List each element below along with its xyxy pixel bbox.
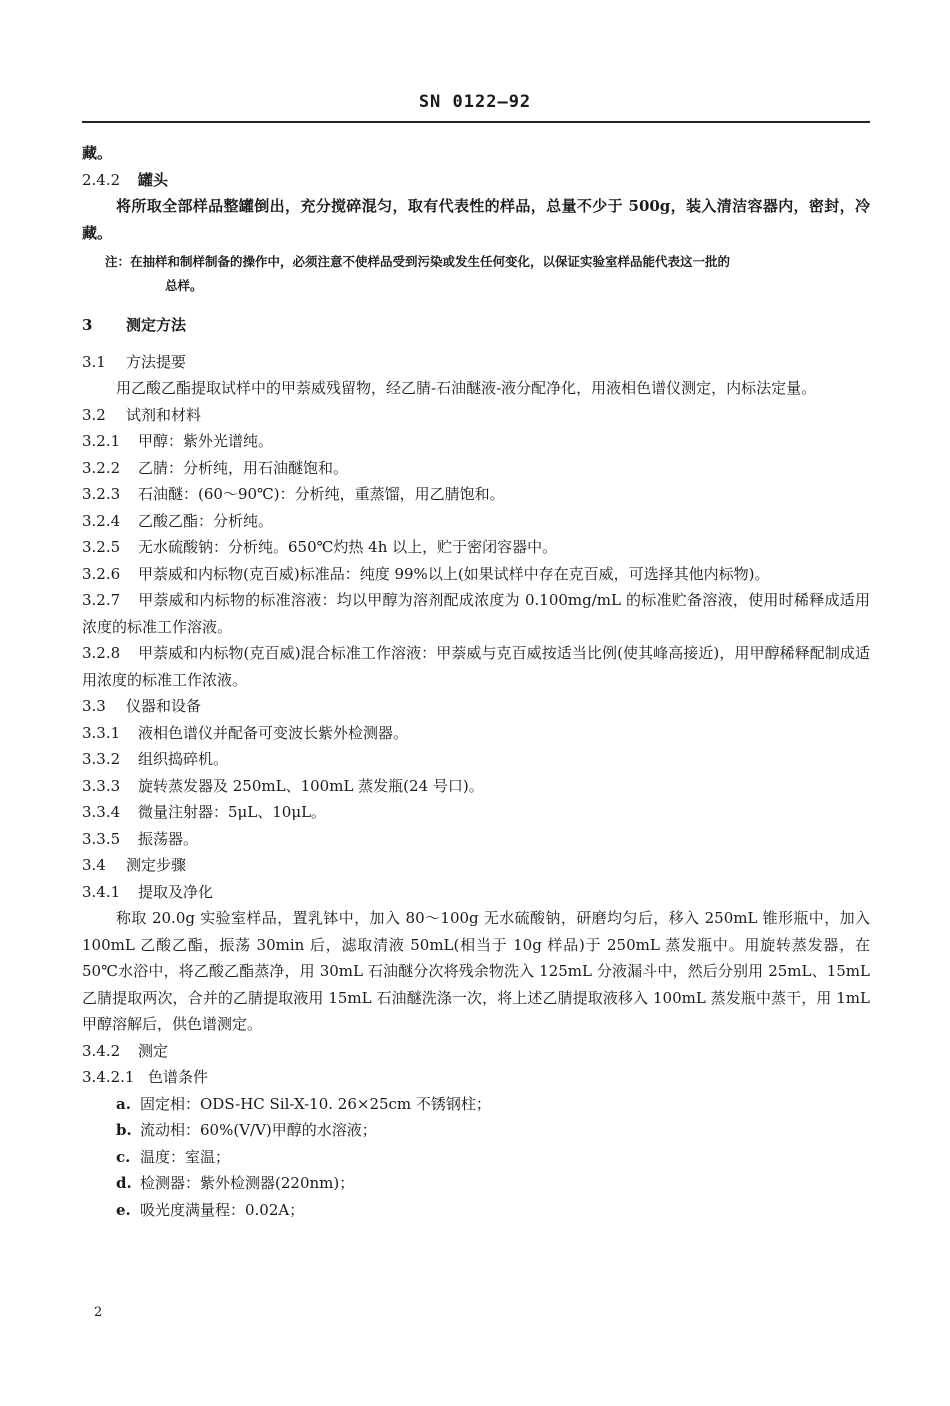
section-number: 3.3.2 xyxy=(82,750,121,768)
section-2-4-2-heading xyxy=(82,167,870,194)
condition-label: b. xyxy=(116,1121,132,1139)
section-3-3-4 xyxy=(82,799,870,826)
section-number: 3.2.4 xyxy=(82,511,121,530)
section-number: 3.3.3 xyxy=(82,776,121,795)
standard-code-header: SN 0122—92 xyxy=(418,92,532,112)
section-title: 测定步骤 xyxy=(126,856,187,874)
section-number: 3.2 xyxy=(82,405,106,424)
condition-item xyxy=(82,1117,870,1144)
header-rule xyxy=(82,121,870,123)
section-number: 3.2.8 xyxy=(82,644,121,662)
section-number: 3.2.2 xyxy=(82,458,121,477)
section-number: 3.4.1 xyxy=(82,882,121,901)
section-number: 3.2.3 xyxy=(82,485,121,503)
section-text: 甲萘威和内标物的标准溶液：均以甲醇为溶剂配成浓度为 0.100mg/mL 的标准贮备溶液，使用时稀释成适用浓度的标准工作溶液。 xyxy=(82,591,870,636)
condition-item xyxy=(82,1197,870,1224)
condition-item xyxy=(82,1091,870,1118)
section-number: 2.4.2 xyxy=(82,170,121,189)
section-title: 测定方法 xyxy=(126,316,187,334)
section-3-1-body: 用乙酸乙酯提取试样中的甲萘威残留物，经乙腈-石油醚液-液分配净化，用液相色谱仪测定，内标法定量。 xyxy=(116,379,817,397)
section-number: 3.4.2 xyxy=(82,1041,121,1060)
section-title: 罐头 xyxy=(138,170,169,189)
section-text: 甲萘威和内标物(克百威)标准品：纯度 99%以上(如果试样中存在克百威，可选择其他内标物)。 xyxy=(138,564,770,583)
section-text: 乙酸乙酯：分析纯。 xyxy=(138,511,274,530)
section-text: 组织捣碎机。 xyxy=(138,750,229,768)
section-2-4-2-body: 将所取全部样品整罐倒出，充分搅碎混匀，取有代表性的样品，总量不少于 500g，装入清洁容器内，密封，冷藏。 xyxy=(82,197,870,242)
section-text: 石油醚：(60～90℃)：分析纯，重蒸馏，用乙腈饱和。 xyxy=(138,485,505,503)
condition-label: c. xyxy=(116,1147,131,1166)
section-3-3-heading xyxy=(82,693,870,720)
section-3-2-2 xyxy=(82,455,870,482)
section-number: 3.2.6 xyxy=(82,564,121,583)
section-text: 旋转蒸发器及 250mL、100mL 蒸发瓶(24 号口)。 xyxy=(138,776,484,795)
section-text: 乙腈：分析纯，用石油醚饱和。 xyxy=(138,458,349,477)
section-3-3-5 xyxy=(82,826,870,853)
section-number: 3.2.5 xyxy=(82,538,121,556)
section-3-3-3 xyxy=(82,773,870,800)
section-number: 3.2.1 xyxy=(82,432,121,450)
condition-item xyxy=(82,1170,870,1197)
page-number: 2 xyxy=(94,1305,103,1320)
section-3-2-5 xyxy=(82,534,870,561)
section-number: 3.3.5 xyxy=(82,829,121,848)
section-3-4-1-body: 称取 20.0g 实验室样品，置乳钵中，加入 80～100g 无水硫酸钠，研磨均匀后，移入 250mL 锥形瓶中，加入 100mL 乙酸乙酯，振荡 30min 后，滤取清液 50mL(相当于 10g 样品)于 250mL 蒸发瓶中。用旋转蒸发器，在 50℃水浴中，将乙酸乙酯蒸净，用 30mL 石油醚分次将残余物洗入 125mL 分液漏斗中，然后分别用 25mL、15mL 乙腈提取两次，合并的乙腈提取液用 15mL 石油醚洗涤一次，将上述乙腈提取液移入 100mL 蒸发瓶中蒸干，用 1mL 甲醇溶解后，供色谱测定。 xyxy=(82,909,870,1033)
condition-label: d. xyxy=(116,1174,132,1192)
section-title: 仪器和设备 xyxy=(126,697,202,715)
section-title: 方法提要 xyxy=(126,352,187,371)
section-3-4-2-heading xyxy=(82,1038,870,1065)
section-title: 提取及净化 xyxy=(138,882,214,901)
condition-item xyxy=(82,1144,870,1171)
section-text: 甲醇：紫外光谱纯。 xyxy=(138,432,274,450)
section-title: 色谱条件 xyxy=(148,1068,209,1086)
section-text: 微量注射器：5μL、10μL。 xyxy=(138,803,327,821)
section-number: 3.2.7 xyxy=(82,591,121,609)
section-3-1-heading xyxy=(82,349,870,376)
note-line-2: 总样。 xyxy=(165,278,203,293)
section-3-2-4 xyxy=(82,508,870,535)
condition-label: a. xyxy=(116,1094,131,1113)
section-3-2-1 xyxy=(82,428,870,455)
chromatography-conditions-list xyxy=(82,1091,870,1224)
condition-label: e. xyxy=(116,1200,131,1219)
section-3-heading xyxy=(82,312,870,339)
section-number: 3.1 xyxy=(82,352,106,371)
section-number: 3.3.1 xyxy=(82,723,121,742)
section-3-2-3 xyxy=(82,481,870,508)
section-number: 3 xyxy=(82,316,93,334)
section-text: 液相色谱仪并配备可变波长紫外检测器。 xyxy=(138,723,409,742)
section-3-2-6 xyxy=(82,561,870,588)
section-3-4-heading xyxy=(82,852,870,879)
section-3-4-1-heading xyxy=(82,879,870,906)
section-3-3-1 xyxy=(82,720,870,747)
section-title: 试剂和材料 xyxy=(126,405,202,424)
section-3-3-2 xyxy=(82,746,870,773)
note xyxy=(82,250,870,298)
section-3-2-8 xyxy=(82,640,870,693)
section-number: 3.3.4 xyxy=(82,803,121,821)
section-3-2-7 xyxy=(82,587,870,640)
section-number: 3.3 xyxy=(82,697,106,715)
note-line-1: 注：在抽样和制样制备的操作中，必须注意不使样品受到污染或发生任何变化，以保证实验室样品能代表这一批的 xyxy=(105,254,731,269)
section-number: 3.4 xyxy=(82,856,106,874)
section-3-4-2-1-heading xyxy=(82,1064,870,1091)
section-text: 甲萘威和内标物(克百威)混合标准工作溶液：甲萘威与克百威按适当比例(使其峰高接近)，用甲醇稀释配制成适用浓度的标准工作浓液。 xyxy=(82,644,870,689)
condition-text: 吸光度满量程：0.02A； xyxy=(140,1200,305,1219)
document-body xyxy=(82,140,870,1223)
section-title: 测定 xyxy=(138,1041,169,1060)
condition-text: 检测器：紫外检测器(220nm)； xyxy=(140,1174,355,1192)
section-text: 无水硫酸钠：分析纯。650℃灼热 4h 以上，贮于密闭容器中。 xyxy=(138,538,558,556)
section-3-2-heading xyxy=(82,402,870,429)
condition-text: 温度：室温； xyxy=(140,1147,231,1166)
condition-text: 流动相：60%(V/V)甲醇的水溶液； xyxy=(140,1121,377,1139)
section-text: 振荡器。 xyxy=(138,829,199,848)
condition-text: 固定相：ODS-HC Sil-X-10. 26×25cm 不锈钢柱； xyxy=(140,1094,491,1113)
section-number: 3.4.2.1 xyxy=(82,1068,135,1086)
continued-text: 藏。 xyxy=(82,144,113,162)
